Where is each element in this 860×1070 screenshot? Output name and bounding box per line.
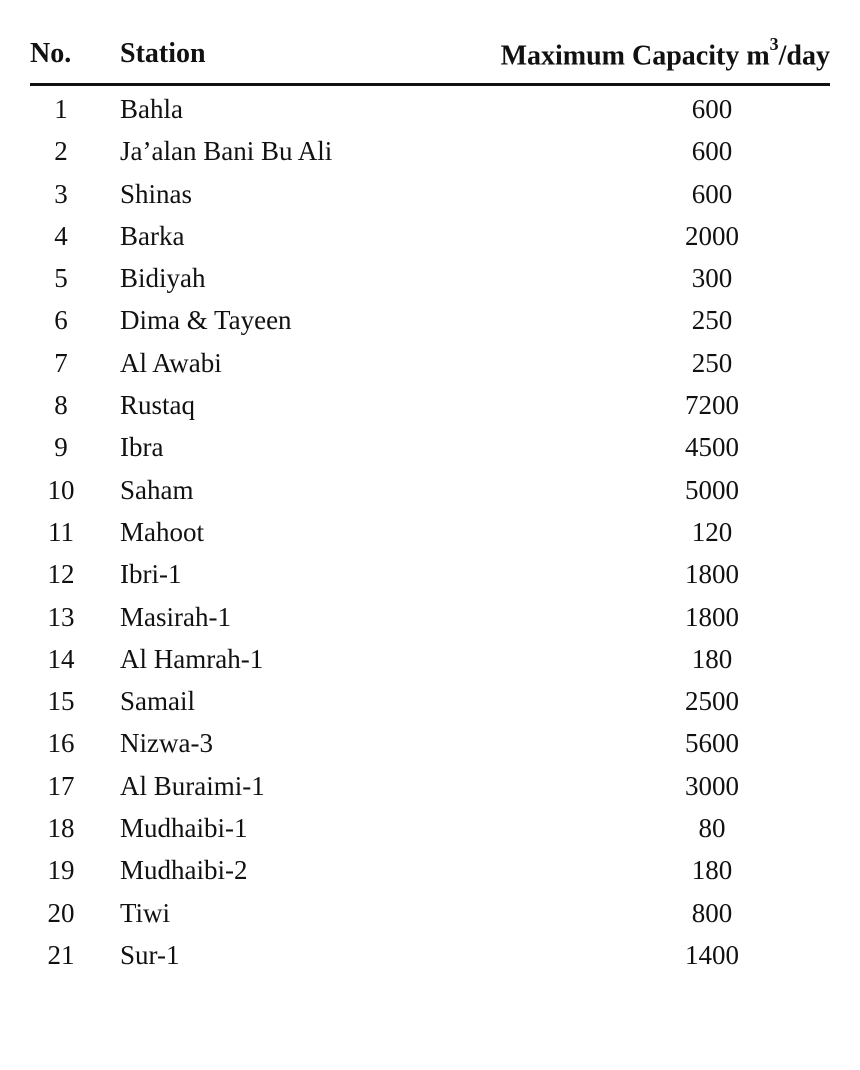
table-row <box>0 342 860 384</box>
row-station: Al Buraimi-1 <box>120 770 265 801</box>
row-station: Rustaq <box>120 390 196 421</box>
row-station: Nizwa-3 <box>120 728 213 759</box>
row-capacity: 3000 <box>685 770 739 801</box>
header-rule <box>30 83 830 86</box>
row-capacity: 2500 <box>685 686 739 717</box>
row-number: 19 <box>47 855 75 886</box>
header-capacity <box>500 34 830 72</box>
row-number: 1 <box>54 94 68 124</box>
row-number: 12 <box>47 559 75 590</box>
table-row <box>0 130 860 172</box>
row-capacity: 4500 <box>685 432 739 463</box>
row-capacity: 1400 <box>685 939 739 970</box>
row-capacity: 250 <box>691 305 733 336</box>
header-capacity-superscript: 3 <box>769 34 779 54</box>
row-capacity: 600 <box>691 178 733 209</box>
table-row <box>0 722 860 764</box>
table-row <box>0 680 860 722</box>
row-capacity: 2000 <box>685 220 739 251</box>
row-number: 15 <box>47 686 75 717</box>
header-no: No. <box>30 38 72 69</box>
row-station: Sur-1 <box>120 939 180 970</box>
table-row <box>0 765 860 807</box>
row-capacity: 250 <box>691 347 733 378</box>
header-capacity-prefix: Maximum Capacity m <box>500 40 770 72</box>
row-station: Saham <box>120 474 194 505</box>
row-station: Shinas <box>120 178 193 209</box>
row-station: Mahoot <box>120 516 204 547</box>
table-header <box>0 34 860 78</box>
row-capacity: 600 <box>691 136 733 167</box>
row-number: 5 <box>54 263 68 294</box>
row-number: 3 <box>54 178 68 209</box>
table-row <box>0 215 860 257</box>
header-station: Station <box>120 38 206 69</box>
row-capacity: 80 <box>698 813 726 844</box>
table-row <box>0 807 860 849</box>
row-number: 13 <box>47 601 75 632</box>
row-number: 2 <box>54 136 68 167</box>
row-capacity: 5600 <box>685 728 739 759</box>
row-station: Ibra <box>120 432 164 463</box>
header-capacity-suffix: /day <box>778 40 830 72</box>
table-row <box>0 426 860 468</box>
table-row <box>0 849 860 891</box>
row-station: Masirah-1 <box>120 601 231 632</box>
table-row <box>0 173 860 215</box>
table-row <box>0 257 860 299</box>
row-number: 18 <box>47 813 75 844</box>
row-capacity: 800 <box>691 897 733 928</box>
row-number: 20 <box>47 897 75 928</box>
row-capacity: 180 <box>691 643 733 674</box>
row-station: Ja’alan Bani Bu Ali <box>120 136 333 167</box>
row-station: Bahla <box>120 94 183 124</box>
table-row <box>0 299 860 341</box>
row-station: Ibri-1 <box>120 559 182 590</box>
row-station: Dima & Tayeen <box>120 305 292 336</box>
table-row <box>0 934 860 976</box>
row-capacity: 5000 <box>685 474 739 505</box>
row-station: Mudhaibi-1 <box>120 813 248 844</box>
row-station: Al Awabi <box>120 347 222 378</box>
table-row <box>0 892 860 934</box>
row-number: 7 <box>54 347 68 378</box>
table-row <box>0 596 860 638</box>
row-station: Samail <box>120 686 195 717</box>
table-row <box>0 638 860 680</box>
row-capacity: 300 <box>691 263 733 294</box>
row-station: Mudhaibi-2 <box>120 855 248 886</box>
table-row <box>0 511 860 553</box>
row-number: 11 <box>48 516 74 547</box>
table-row <box>0 553 860 595</box>
row-capacity: 1800 <box>685 559 739 590</box>
row-number: 4 <box>54 220 68 251</box>
row-station: Al Hamrah-1 <box>120 643 264 674</box>
table-row <box>0 88 860 130</box>
row-station: Bidiyah <box>120 263 206 294</box>
row-number: 9 <box>54 432 68 463</box>
row-station: Barka <box>120 220 185 251</box>
row-number: 17 <box>47 770 75 801</box>
row-capacity: 120 <box>691 516 733 547</box>
table-row <box>0 469 860 511</box>
row-number: 16 <box>47 728 75 759</box>
row-capacity: 180 <box>691 855 733 886</box>
row-number: 14 <box>47 643 75 674</box>
row-capacity: 1800 <box>685 601 739 632</box>
row-number: 8 <box>54 390 68 421</box>
row-capacity: 600 <box>691 94 733 124</box>
row-number: 21 <box>47 939 75 970</box>
row-number: 10 <box>47 474 75 505</box>
row-station: Tiwi <box>120 897 171 928</box>
row-number: 6 <box>54 305 68 336</box>
table-row <box>0 384 860 426</box>
row-capacity: 7200 <box>685 390 739 421</box>
table-body <box>0 88 860 976</box>
